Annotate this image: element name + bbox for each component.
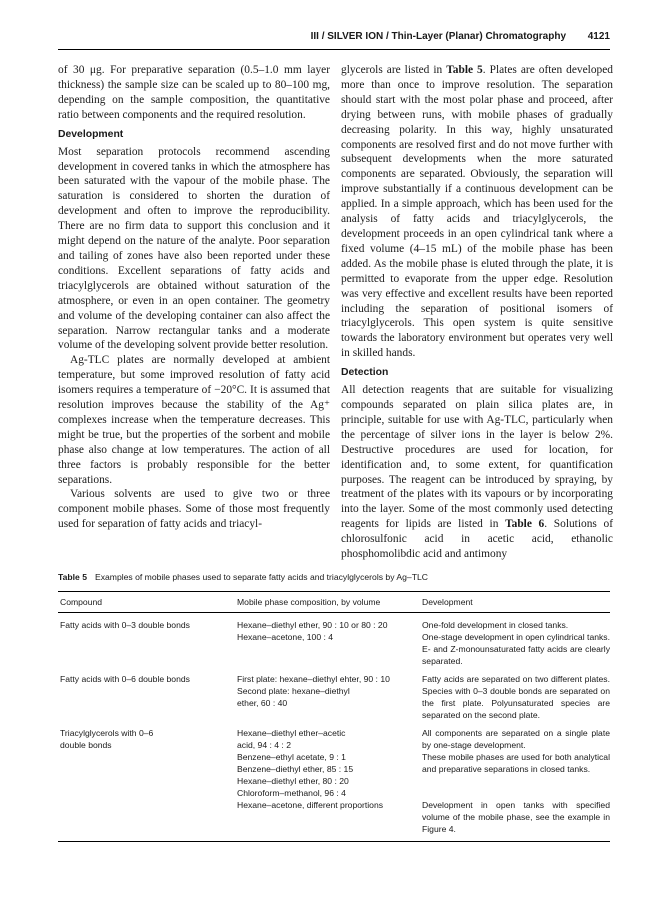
- text-run: . Solutions of chlorosulfonic acid in acetic acid, ethanolic phosphomolibdic acid and antimony: [341, 518, 614, 561]
- paragraph: of 30 μg. For preparative separation (0.5–1.0 mm layer thickness) the sample size can be scaled up to 80–100 mg, depending on the sample composition, the quantitative ratio between components and the required resolution.: [58, 64, 330, 121]
- cell-line: Chloroform–methanol, 96 : 4: [237, 788, 346, 798]
- right-column: [341, 63, 613, 562]
- cell-development: [422, 673, 610, 721]
- section-heading-development: Development: [58, 128, 124, 140]
- paragraph: Ag-TLC plates are normally developed at ambient temperature, but some improved resolution of fatty acid isomers requires a temperature of −20°C. It is assumed that resolution improves because the stability of the Ag⁺ complexes increase when the temperature decreases. This might be true, but the properties of the sorbent and mobile phase also change at low temperatures. The action of all three factors is probably responsible for the better separations.: [58, 354, 330, 486]
- cell-line: One-stage development in open cylindrical tanks. E- and Z-monounsaturated fatty acids are clearly separated.: [422, 632, 610, 666]
- table-row: [58, 613, 610, 667]
- cell-line: Hexane–acetone, different proportions: [237, 800, 384, 810]
- cell-line: Fatty acids with 0–3 double bonds: [60, 620, 190, 630]
- cell-line: Benzene–diethyl ether, 85 : 15: [237, 764, 354, 774]
- text-run: All detection reagents that are suitable for visualizing compounds separated on plain silica plates are, in principle, suitable for use with Ag-TLC, particularly when the percentage of silver ions in the layer is below 2%. Destructive procedures are used for location, for identification and, to some extent, for quantification purposes. The reagent can be introduced by spraying, by treatment of the plates with its vapours or by incorporating into the layer. Some of the most commonly used detecting reagents for lipids are listed in: [341, 384, 613, 531]
- paragraph: [341, 63, 613, 361]
- cell-line: Hexane–diethyl ether, 80 : 20: [237, 776, 349, 786]
- cell-compound: [58, 727, 237, 835]
- cell-line: One-fold development in closed tanks.: [422, 620, 569, 630]
- text-run: glycerols are listed in: [341, 64, 447, 76]
- cell-development: [422, 619, 610, 667]
- cell-line: Hexane–diethyl ether, 90 : 10 or 80 : 20: [237, 620, 388, 630]
- table: [58, 591, 610, 842]
- table-reference[interactable]: Table 5: [446, 64, 483, 76]
- cell-mobile-phase: [237, 619, 422, 667]
- column-header: Compound: [60, 597, 103, 607]
- cell-line: Development in open tanks with specified volume of the mobile phase, see the example in Figure 4.: [422, 800, 610, 834]
- table-row: [58, 667, 610, 721]
- cell-line: acid, 94 : 4 : 2: [237, 740, 291, 750]
- cell-line: [422, 787, 610, 799]
- column-header: Development: [422, 597, 473, 607]
- cell-compound: [58, 673, 237, 721]
- cell-line: Hexane–diethyl ether–acetic: [237, 728, 346, 738]
- table-caption: [58, 571, 610, 583]
- paragraph: Various solvents are used to give two or three component mobile phases. Some of those most frequently used for separation of fatty acids and triacyl-: [58, 488, 330, 531]
- page-number: 4121: [587, 31, 610, 42]
- cell-line: [422, 775, 610, 787]
- left-column: [58, 63, 330, 532]
- cell-mobile-phase: [237, 673, 422, 721]
- text-run: . Plates are often developed more than once to improve resolution. The separation should start with the most polar phase and proceed, after drying between runs, with mobile phases of gradually decreasing polarity. In this way, highly unsaturated components are resolved first and do not move further with subsequent developments when the more saturated components are separated. Obviously, the separation will improve substantially if a continuous development can be applied. In a simple approach, which has been used for the analysis of fatty acids and triacylglycerols, the development proceeds in an open cylindrical tank where a fixed volume (4–15 mL) of the mobile phase has been added. As the mobile phase is eluted through the plate, it is permitted to evaporate from the upper edge. Resolution was very effective and excellent results have been reported including the separation of positional isomers of triacylglycerols. This open system is quite sensitive towards the laboratory environment but operates very well in skilled hands.: [341, 64, 613, 360]
- table-body: [58, 613, 610, 841]
- paragraph: Most separation protocols recommend ascending development in covered tanks in which the atmosphere has been saturated with the vapour of the mobile phase. The saturation is considered to shorten the duration of development and often to improve the reproducibility. There are no firm data to support this conclusion and it might depend on the nature of the analyte. Poor separation and tailing of zones have also been reported under these conditions. Excellent separations of fatty acids and triacylglycerols are obtained without saturation of the atmosphere, or even in an open container. The geometry and volume of the developing container can also affect the separation. Narrow rectangular tanks and a moderate volume of the developing solvent provide better resolution.: [58, 145, 330, 352]
- cell-compound: [58, 619, 237, 667]
- running-title: III / SILVER ION / Thin-Layer (Planar) Chromatography: [310, 31, 566, 42]
- cell-line: Second plate: hexane–diethyl: [237, 686, 350, 696]
- running-header: [58, 29, 610, 50]
- cell-line: Triacylglycerols with 0–6: [60, 728, 154, 738]
- cell-line: ether, 60 : 40: [237, 698, 288, 708]
- table-5: [58, 571, 610, 842]
- paragraph: [341, 383, 613, 562]
- column-header: Mobile phase composition, by volume: [237, 597, 381, 607]
- table-header-row: [58, 592, 610, 613]
- cell-development: [422, 727, 610, 835]
- cell-line: These mobile phases are used for both analytical and preparative separations in closed tanks.: [422, 752, 610, 774]
- section-heading-detection: Detection: [341, 367, 389, 379]
- cell-mobile-phase: [237, 727, 422, 835]
- cell-line: double bonds: [60, 740, 112, 750]
- cell-line: Benzene–ethyl acetate, 9 : 1: [237, 752, 346, 762]
- table-reference[interactable]: Table 6: [505, 518, 545, 531]
- table-caption-text: Examples of mobile phases used to separate fatty acids and triacylglycerols by Ag–TLC: [94, 572, 428, 582]
- table-row: [58, 721, 610, 841]
- cell-line: Fatty acids with 0–6 double bonds: [60, 674, 190, 684]
- cell-line: First plate: hexane–diethyl ehter, 90 : 10: [237, 674, 390, 684]
- cell-line: Hexane–acetone, 100 : 4: [237, 632, 334, 642]
- cell-line: Fatty acids are separated on two different plates. Species with 0–3 double bonds are separated on the first plate. Polyunsaturated species are separated on the second plate.: [422, 674, 610, 720]
- cell-line: All components are separated on a single plate by one-stage development.: [422, 728, 610, 750]
- table-label: Table 5: [58, 572, 87, 582]
